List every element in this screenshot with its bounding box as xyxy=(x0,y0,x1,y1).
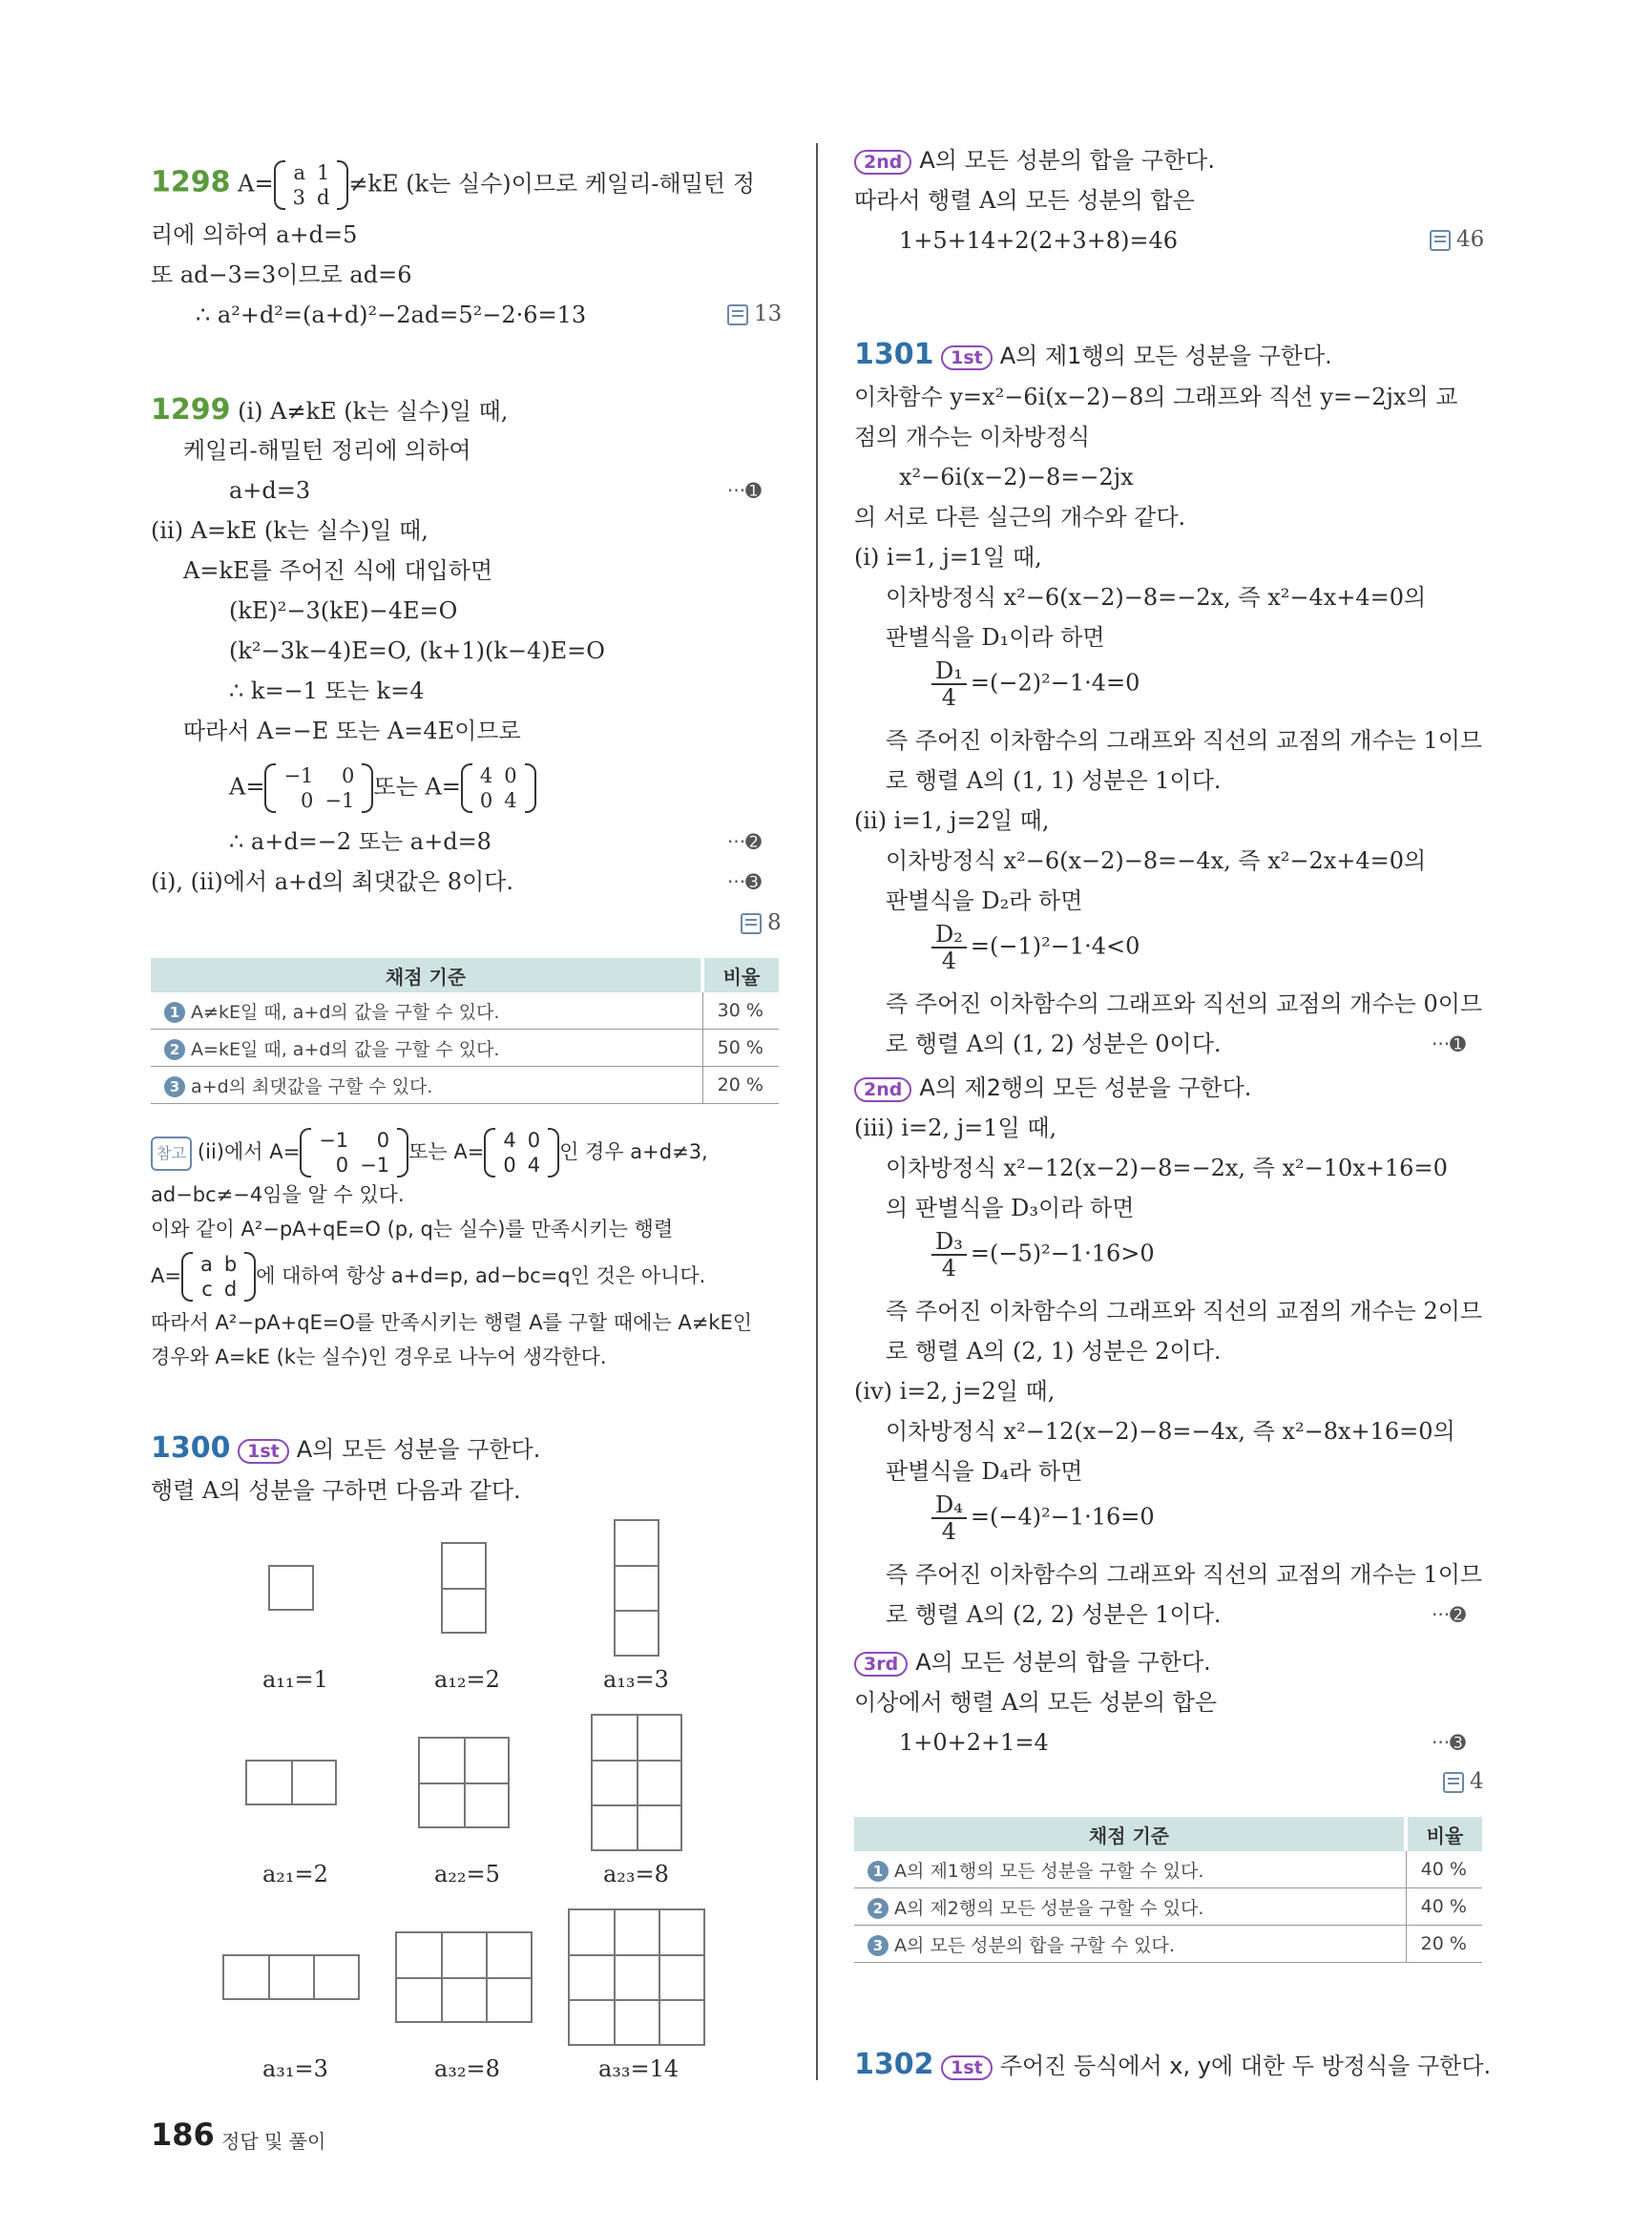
text: 에 대하여 항상 a+d=p, ad−bc=q인 것은 아니다. xyxy=(256,1264,706,1287)
cell: −1 xyxy=(324,789,355,812)
expr-prefix: A= xyxy=(229,773,265,801)
label-a32: a₃₂=8 xyxy=(434,2055,500,2082)
cell: 0 xyxy=(335,1154,349,1177)
p1301-l7: 판별식을 D₁이라 하면 xyxy=(886,624,1105,651)
numerator: D₂ xyxy=(931,922,967,949)
matrix xyxy=(181,1252,256,1302)
cell: −1 xyxy=(319,1129,349,1152)
cell: 4 xyxy=(479,764,493,787)
problem-number: 1301 xyxy=(854,338,934,371)
criteria-text: A의 모든 성분의 합을 구할 수 있다. xyxy=(894,1934,1175,1956)
grid-a11 xyxy=(268,1565,314,1611)
circle-number: 1 xyxy=(164,1002,185,1023)
problem-number: 1298 xyxy=(151,165,231,199)
table-row xyxy=(854,1926,1482,1963)
ratio: 20 % xyxy=(702,1067,779,1104)
grid-a33 xyxy=(568,1908,705,2046)
marker-text: ···➊ xyxy=(727,479,762,502)
answer-1301 xyxy=(1443,1769,1484,1794)
criteria-text: A의 제2행의 모든 성분을 구할 수 있다. xyxy=(894,1897,1204,1919)
table-row xyxy=(151,992,779,1030)
p1301-l1: 이차함수 y=x²−6i(x−2)−8의 그래프와 직선 y=−2jx의 교 xyxy=(854,384,1458,410)
matrix xyxy=(274,160,349,210)
step-title: 주어진 등식에서 x, y에 대한 두 방정식을 구한다. xyxy=(999,2053,1492,2079)
denominator: 4 xyxy=(941,1518,957,1545)
numerator: D₄ xyxy=(931,1492,967,1519)
label-a13: a₁₃=3 xyxy=(603,1666,669,1693)
fraction xyxy=(931,1492,967,1544)
p1301-l9: 즉 주어진 이차함수의 그래프와 직선의 교점의 개수는 1이므 xyxy=(886,727,1483,754)
denominator: 4 xyxy=(941,684,957,711)
cell: 0 xyxy=(479,789,493,812)
ratio: 20 % xyxy=(1406,1926,1482,1963)
answer-1298 xyxy=(727,302,782,326)
table-row xyxy=(151,1030,779,1067)
step-badge: 1st xyxy=(238,1439,289,1464)
p1301-l16: 로 행렬 A의 (1, 2) 성분은 0이다. xyxy=(886,1031,1222,1057)
ratio: 50 % xyxy=(702,1030,779,1067)
p1301-l18: (iii) i=2, j=1일 때, xyxy=(854,1115,1057,1141)
cell: d xyxy=(223,1278,238,1301)
problem-1299-line12: (i), (ii)에서 a+d의 최댓값은 8이다. xyxy=(151,868,513,895)
matrix xyxy=(300,1128,408,1178)
note-line1 xyxy=(151,1128,708,1178)
criteria-text: A=kE일 때, a+d의 값을 구할 수 있다. xyxy=(191,1038,500,1060)
marker-1 xyxy=(1432,1032,1466,1055)
header-criteria: 채점 기준 xyxy=(854,1817,1406,1851)
problem-1300-line2: 행렬 A의 성분을 구하면 다음과 같다. xyxy=(151,1477,521,1504)
answer-value: 8 xyxy=(767,910,782,935)
marker-text: ···➊ xyxy=(1432,1032,1466,1055)
p1300b-line1: 따라서 행렬 A의 모든 성분의 합은 xyxy=(854,187,1195,214)
cell: 1 xyxy=(317,161,330,184)
expr: =(−2)²−1·4=0 xyxy=(970,669,1140,697)
p1301-l31: 이상에서 행렬 A의 모든 성분의 합은 xyxy=(854,1689,1218,1716)
note-line4 xyxy=(151,1252,705,1302)
problem-number: 1302 xyxy=(854,2048,934,2081)
step-badge: 1st xyxy=(941,345,993,370)
problem-1300-line1 xyxy=(151,1433,540,1465)
scoring-table-1301 xyxy=(854,1817,1482,1963)
label-a22: a₂₂=5 xyxy=(434,1861,500,1887)
answer-icon xyxy=(727,304,748,325)
criteria-text: a+d의 최댓값을 구할 수 있다. xyxy=(191,1075,433,1097)
marker-3 xyxy=(727,870,762,893)
ratio: 40 % xyxy=(1406,1851,1482,1888)
marker-text: ···➋ xyxy=(1432,1603,1466,1626)
cell: b xyxy=(223,1253,238,1276)
column-divider xyxy=(816,143,818,2080)
p1301-l3: x²−6i(x−2)−8=−2jx xyxy=(899,464,1134,490)
marker-1 xyxy=(727,479,762,502)
p1301-l13: 판별식을 D₂라 하면 xyxy=(886,887,1083,914)
scoring-table-1299 xyxy=(151,958,779,1104)
p1301-frac3 xyxy=(931,1229,1155,1281)
fraction xyxy=(931,922,967,973)
marker-2 xyxy=(1432,1603,1466,1626)
ratio: 30 % xyxy=(702,992,779,1030)
circle-number: 3 xyxy=(868,1935,889,1956)
note-line5: 따라서 A²−pA+qE=O를 만족시키는 행렬 A를 구할 때에는 A≠kE인 xyxy=(151,1311,753,1334)
marker-text: ···➌ xyxy=(1432,1731,1466,1754)
answer-icon xyxy=(1430,230,1451,251)
p1300b-step xyxy=(854,145,1215,176)
p1301-l12: 이차방정식 x²−6(x−2)−8=−4x, 즉 x²−2x+4=0의 xyxy=(886,847,1427,874)
fraction xyxy=(931,1229,967,1281)
p1301-frac1 xyxy=(931,658,1140,710)
note-line6: 경우와 A=kE (k는 실수)인 경우로 나누어 생각한다. xyxy=(151,1345,607,1368)
problem-1298-line4: ∴ a²+d²=(a+d)²−2ad=5²−2·6=13 xyxy=(196,302,587,328)
problem-1298-line2: 리에 의하여 a+d=5 xyxy=(151,221,358,248)
cell: 4 xyxy=(503,1129,516,1152)
answer-icon xyxy=(741,913,762,934)
note-line3: 이와 같이 A²−pA+qE=O (p, q는 실수)를 만족시키는 행렬 xyxy=(151,1218,674,1241)
p1300b-line2: 1+5+14+2(2+3+8)=46 xyxy=(899,227,1179,254)
grid-a23 xyxy=(591,1714,682,1851)
fraction xyxy=(931,658,967,710)
answer-icon xyxy=(1443,1772,1464,1793)
problem-1299-line9: 따라서 A=−E 또는 A=4E이므로 xyxy=(183,718,521,744)
expr-mid: 또는 A= xyxy=(373,773,461,801)
cell: 3 xyxy=(292,186,305,209)
text: (ii)에서 A= xyxy=(197,1140,301,1163)
cell: 0 xyxy=(527,1129,541,1152)
step-badge: 2nd xyxy=(854,150,911,175)
grid-a21 xyxy=(245,1760,337,1805)
step-badge: 3rd xyxy=(854,1652,908,1677)
p1301-step3 xyxy=(854,1647,1211,1678)
criteria-text: A≠kE일 때, a+d의 값을 구할 수 있다. xyxy=(191,1001,500,1023)
problem-1299-line2: 케일리-해밀턴 정리에 의하여 xyxy=(183,437,471,464)
header-ratio: 비율 xyxy=(1406,1817,1482,1851)
grid-a22 xyxy=(418,1737,510,1828)
grid-a13 xyxy=(614,1519,659,1657)
numerator: D₃ xyxy=(931,1229,967,1256)
table-row xyxy=(151,1067,779,1104)
cell: 0 xyxy=(504,764,517,787)
problem-number: 1299 xyxy=(151,393,231,427)
answer-value: 46 xyxy=(1456,227,1485,252)
label-a33: a₃₃=14 xyxy=(598,2055,680,2082)
p1301-l20: 의 판별식을 D₃이라 하면 xyxy=(886,1195,1135,1221)
label-a21: a₂₁=2 xyxy=(262,1861,328,1887)
header-criteria: 채점 기준 xyxy=(151,958,702,992)
label-a12: a₁₂=2 xyxy=(434,1666,500,1693)
cell: a xyxy=(199,1253,213,1276)
denominator: 4 xyxy=(941,1255,957,1282)
step-badge: 2nd xyxy=(854,1077,911,1102)
cell: a xyxy=(293,161,305,184)
table-row xyxy=(854,1888,1482,1926)
problem-1299-line5: A=kE를 주어진 식에 대입하면 xyxy=(183,557,493,584)
table-row xyxy=(854,1851,1482,1888)
p1301-l24: (iv) i=2, j=2일 때, xyxy=(854,1378,1056,1405)
expr: =(−1)²−1·4<0 xyxy=(970,932,1140,960)
step-title: A의 모든 성분의 합을 구한다. xyxy=(915,1649,1211,1676)
answer-value: 13 xyxy=(754,302,783,326)
p1301-l15: 즉 주어진 이차함수의 그래프와 직선의 교점의 개수는 0이므 xyxy=(886,990,1483,1017)
label-a31: a₃₁=3 xyxy=(262,2055,328,2082)
expr: =(−5)²−1·16>0 xyxy=(970,1240,1155,1267)
problem-1299-line4: (ii) A=kE (k는 실수)일 때, xyxy=(151,517,429,544)
step-title: A의 제2행의 모든 성분을 구한다. xyxy=(919,1074,1252,1101)
grid-a12 xyxy=(441,1542,487,1634)
label-a11: a₁₁=1 xyxy=(262,1666,328,1693)
problem-number: 1300 xyxy=(151,1431,231,1465)
problem-1299-line8: ∴ k=−1 또는 k=4 xyxy=(229,678,425,704)
cell: 0 xyxy=(503,1154,516,1177)
p1301-l23: 로 행렬 A의 (2, 1) 성분은 2이다. xyxy=(886,1338,1222,1365)
step-title: A의 모든 성분을 구한다. xyxy=(296,1436,541,1463)
step-title: A의 모든 성분의 합을 구한다. xyxy=(919,147,1215,174)
circle-number: 2 xyxy=(868,1898,889,1919)
circle-number: 1 xyxy=(868,1861,889,1882)
p1301-l19: 이차방정식 x²−12(x−2)−8=−2x, 즉 x²−10x+16=0 xyxy=(886,1155,1448,1181)
note-badge: 참고 xyxy=(151,1136,192,1171)
answer-1300 xyxy=(1430,227,1484,252)
matrix xyxy=(484,1128,559,1178)
numerator: D₁ xyxy=(931,658,967,685)
cell: 0 xyxy=(376,1129,390,1152)
p1301-l6: 이차방정식 x²−6(x−2)−8=−2x, 즉 x²−4x+4=0의 xyxy=(886,584,1427,611)
ratio: 40 % xyxy=(1406,1888,1482,1926)
text: 인 경우 a+d≠3, xyxy=(559,1140,708,1163)
circle-number: 2 xyxy=(164,1039,185,1060)
text: (i) A≠kE (k는 실수)일 때, xyxy=(238,398,509,425)
expr-suffix: ≠kE (k는 실수)이므로 케일리-해밀턴 정 xyxy=(348,170,755,198)
p1301-l29: 로 행렬 A의 (2, 2) 성분은 1이다. xyxy=(886,1601,1222,1628)
step-title: A의 제1행의 모든 성분을 구한다. xyxy=(999,343,1332,369)
cell: c xyxy=(201,1278,213,1301)
matrix xyxy=(264,763,373,813)
marker-text: ···➋ xyxy=(727,830,762,853)
grid-a32 xyxy=(395,1931,533,2023)
cell: 0 xyxy=(342,764,355,787)
p1301-l4: 의 서로 다른 실근의 개수와 같다. xyxy=(854,504,1186,531)
problem-1299-line10 xyxy=(229,763,536,813)
problem-1299-line1 xyxy=(151,395,508,427)
p1301-l28: 즉 주어진 이차함수의 그래프와 직선의 교점의 개수는 1이므 xyxy=(886,1561,1483,1588)
p1301-frac2 xyxy=(931,922,1140,973)
cell: 0 xyxy=(301,789,314,812)
p1301-l22: 즉 주어진 이차함수의 그래프와 직선의 교점의 개수는 2이므 xyxy=(886,1298,1483,1324)
criteria-text: A의 제1행의 모든 성분을 구할 수 있다. xyxy=(894,1860,1204,1882)
p1301-l25: 이차방정식 x²−12(x−2)−8=−4x, 즉 x²−8x+16=0의 xyxy=(886,1418,1455,1445)
problem-1299-line6: (kE)²−3(kE)−4E=O xyxy=(229,597,458,624)
cell: −1 xyxy=(360,1154,390,1177)
marker-text: ···➌ xyxy=(727,870,762,893)
problem-1299-line7: (k²−3k−4)E=O, (k+1)(k−4)E=O xyxy=(229,637,605,664)
p1301-step2 xyxy=(854,1073,1251,1103)
p1301-l10: 로 행렬 A의 (1, 1) 성분은 1이다. xyxy=(886,767,1222,794)
page-number: 186 xyxy=(151,2116,215,2153)
header-ratio: 비율 xyxy=(702,958,779,992)
text: 또는 A= xyxy=(408,1140,485,1163)
cell: 4 xyxy=(504,789,517,812)
problem-1298-line3: 또 ad−3=3이므로 ad=6 xyxy=(151,261,412,288)
problem-1299-line11: ∴ a+d=−2 또는 a+d=8 xyxy=(229,828,491,855)
cell: 4 xyxy=(527,1154,541,1177)
matrix xyxy=(461,763,536,813)
marker-3 xyxy=(1432,1731,1466,1754)
p1301-l32: 1+0+2+1=4 xyxy=(899,1729,1049,1756)
grid-a31 xyxy=(222,1954,360,2000)
p1301-frac4 xyxy=(931,1492,1155,1544)
text: A= xyxy=(151,1264,181,1287)
p1301-l11: (ii) i=1, j=2일 때, xyxy=(854,807,1050,834)
note-line2: ad−bc≠−4임을 알 수 있다. xyxy=(151,1183,405,1206)
marker-2 xyxy=(727,830,762,853)
denominator: 4 xyxy=(941,948,957,974)
cell: d xyxy=(316,186,330,209)
problem-1298-line1 xyxy=(151,160,755,210)
answer-1299 xyxy=(741,910,782,935)
problem-1302-title xyxy=(854,2050,1491,2081)
p1301-l5: (i) i=1, j=1일 때, xyxy=(854,544,1042,571)
expr: =(−4)²−1·16=0 xyxy=(970,1503,1155,1531)
answer-value: 4 xyxy=(1470,1769,1484,1794)
expr-prefix: A= xyxy=(238,170,274,198)
p1301-l26: 판별식을 D₄라 하면 xyxy=(886,1458,1083,1485)
problem-1299-line3: a+d=3 xyxy=(229,477,311,504)
step-badge: 1st xyxy=(941,2055,993,2080)
cell: −1 xyxy=(283,764,314,787)
problem-1301-title xyxy=(854,340,1332,371)
footer-label: 정답 및 풀이 xyxy=(221,2130,326,2153)
label-a23: a₂₃=8 xyxy=(603,1861,669,1887)
circle-number: 3 xyxy=(164,1076,185,1097)
p1301-l2: 점의 개수는 이차방정식 xyxy=(854,424,1091,450)
